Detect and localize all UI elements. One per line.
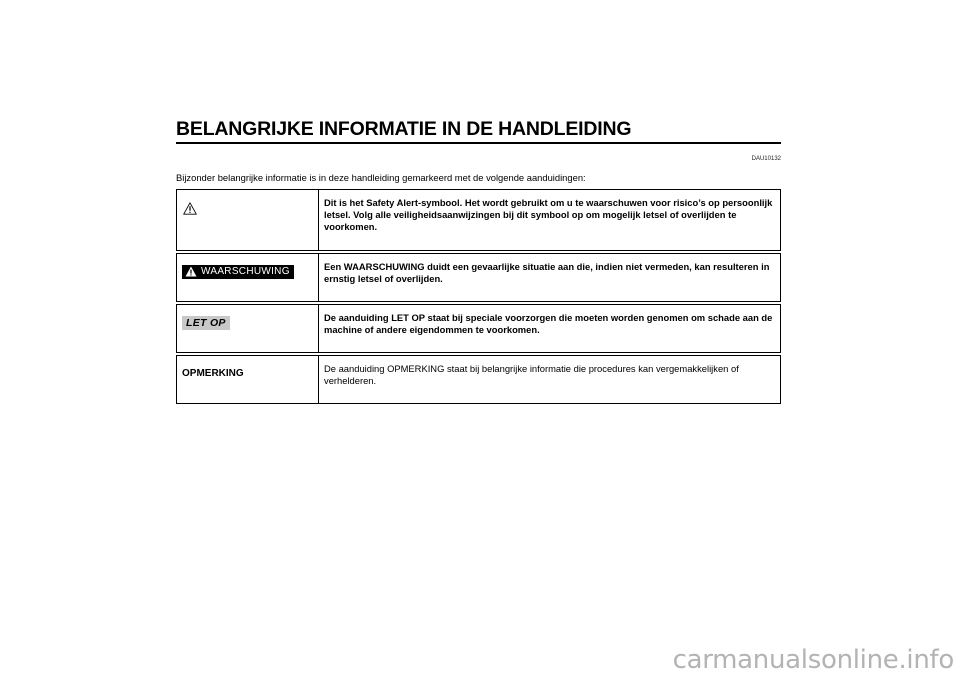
page-title: BELANGRIJKE INFORMATIE IN DE HANDLEIDING (176, 118, 632, 140)
caution-badge: LET OP (182, 316, 230, 330)
row-text: De aanduiding OPMERKING staat bij belangrijke informatie die procedures kan vergemakkelijken of verhelderen. (319, 355, 781, 403)
title-rule (176, 142, 781, 144)
watermark-text: carmanualsonline.info (672, 645, 954, 675)
table-row (177, 189, 781, 250)
table-row (177, 253, 781, 301)
signal-words-table (176, 189, 781, 404)
symbol-cell (177, 189, 319, 250)
symbol-cell (177, 355, 319, 403)
row-text: Een WAARSCHUWING duidt een gevaarlijke situatie aan die, indien niet vermeden, kan resulteren in ernstig letsel of overlijden. (319, 253, 781, 301)
warning-triangle-icon (185, 266, 197, 277)
manual-page (176, 118, 781, 404)
symbol-cell (177, 253, 319, 301)
document-code: DAU10132 (751, 155, 781, 162)
warning-badge (182, 265, 294, 279)
safety-alert-icon (183, 202, 197, 215)
warning-label: WAARSCHUWING (201, 265, 290, 277)
table-row (177, 304, 781, 352)
symbol-cell (177, 304, 319, 352)
table-row (177, 355, 781, 403)
row-text: Dit is het Safety Alert-symbool. Het wordt gebruikt om u te waarschuwen voor risico’s op persoonlijk letsel. Volg alle veiligheidsaanwijzingen bij dit symbool op om mogelijk letsel of overlijden te voorkomen. (319, 189, 781, 250)
intro-text: Bijzonder belangrijke informatie is in deze handleiding gemarkeerd met de volgende aanduidingen: (176, 171, 586, 183)
row-text: De aanduiding LET OP staat bij speciale voorzorgen die moeten worden genomen om schade aan de machine of andere eigendommen te voorkomen. (319, 304, 781, 352)
note-label: OPMERKING (182, 367, 244, 379)
